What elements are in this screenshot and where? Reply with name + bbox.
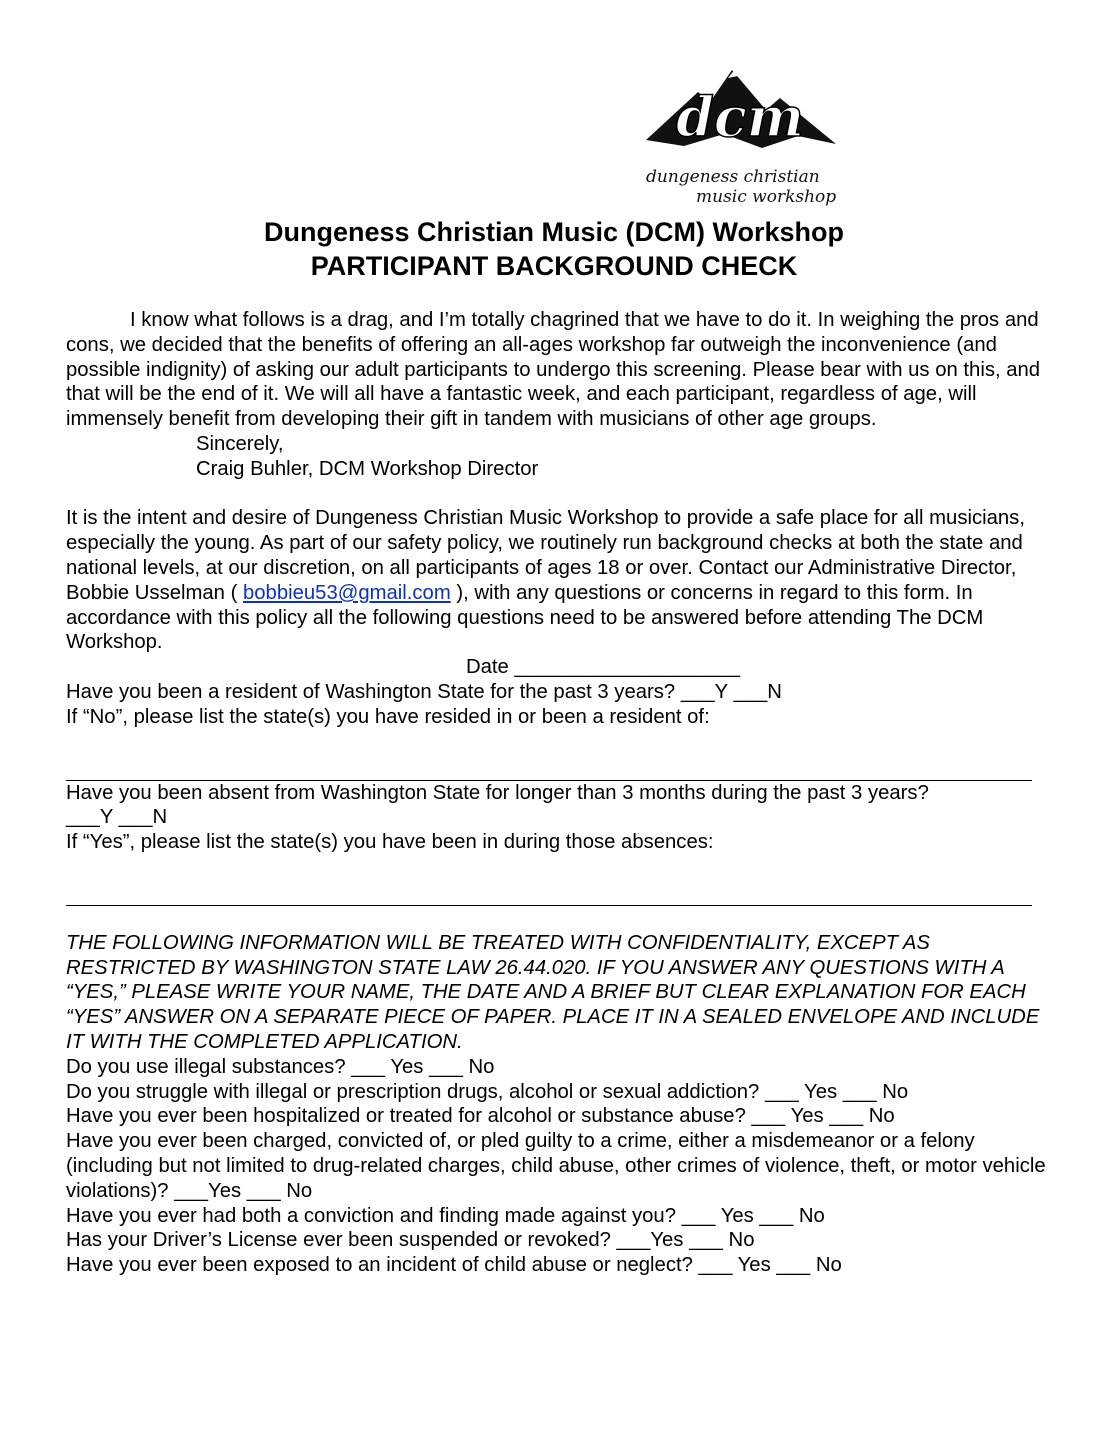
dcm-logo <box>640 64 840 212</box>
question-item[interactable]: Have you ever had both a conviction and finding made against you? ___ Yes ___ No <box>66 1204 825 1227</box>
intro-paragraph: I know what follows is a drag, and I’m totally chagrined that we have to do it. In weighing the pros and cons, we decided that the benefits of offering an all-ages workshop far outweigh the inconvenience (and possible indignity) of asking our adult participants to undergo this screening. Please bear with us on this, and that will be the end of it. We will all have a fantastic week, and each participant, regardless of age, will immensely benefit from developing their gift in tandem with musicians of other age groups. <box>66 309 1041 431</box>
page-subtitle: PARTICIPANT BACKGROUND CHECK <box>310 251 798 281</box>
absence-question[interactable]: Have you been absent from Washington State for longer than 3 months during the past 3 years? <box>66 781 929 804</box>
signature: Craig Buhler, DCM Workshop Director <box>196 457 539 480</box>
logo-name-line2: music workshop <box>696 187 837 207</box>
closing: Sincerely, <box>196 432 284 455</box>
question-item[interactable]: Has your Driver’s License ever been suspended or revoked? ___Yes ___ No <box>66 1229 755 1252</box>
logo-name-line1: dungeness christian <box>646 167 820 187</box>
policy-text-after: ), with any questions or concerns in regard to this form. In accordance with this policy all the following questions need to be answered before attending The DCM Workshop. <box>66 581 984 654</box>
email-link[interactable]: bobbieu53@gmail.com <box>242 581 451 604</box>
spacer <box>66 855 1056 881</box>
residency-followup: If “No”, please list the state(s) you have resided in or been a resident of: <box>66 705 710 728</box>
absence-answer-line[interactable] <box>66 881 1032 906</box>
logo-mark: dcm <box>676 85 804 149</box>
residency-question[interactable]: Have you been a resident of Washington State for the past 3 years? ___Y ___N <box>66 680 782 703</box>
question-item[interactable]: Have you ever been exposed to an incident of child abuse or neglect? ___ Yes ___ No <box>66 1254 842 1277</box>
question-item[interactable]: Have you ever been charged, convicted of, or pled guilty to a crime, either a misdemeanor or a felony (including but not limited to drug-related charges, child abuse, other crimes of violence, theft, or motor vehicle violations)? ___Yes ___ No <box>66 1130 1046 1202</box>
question-item[interactable]: Have you ever been hospitalized or treated for alcohol or substance abuse? ___ Yes ___ No <box>66 1105 895 1128</box>
form-body <box>66 308 1056 1278</box>
spacer <box>66 906 1056 931</box>
residency-answer-line[interactable] <box>66 756 1032 781</box>
page-title: Dungeness Christian Music (DCM) Workshop <box>263 217 845 247</box>
spacer <box>66 482 1056 507</box>
spacer <box>66 730 1056 756</box>
question-item[interactable]: Do you use illegal substances? ___ Yes ___ No <box>66 1055 495 1078</box>
mountain-logo-icon <box>640 64 840 212</box>
policy-text-before: It is the intent and desire of Dungeness Christian Music Workshop to provide a safe place for all musicians, especially the young. As part of our safety policy, we routinely run background checks at both the state and national levels, at our discretion, on all participants of ages 18 or over. Contact our Administrative Director, Bobbie Usselman ( <box>66 507 1025 604</box>
question-item[interactable]: Do you struggle with illegal or prescription drugs, alcohol or sexual addiction? ___ Yes ___ No <box>66 1080 909 1103</box>
absence-answer[interactable]: ___Y ___N <box>66 806 168 829</box>
absence-followup: If “Yes”, please list the state(s) you have been in during those absences: <box>66 831 714 854</box>
policy-paragraph <box>66 506 1056 655</box>
confidentiality-notice: THE FOLLOWING INFORMATION WILL BE TREATED WITH CONFIDENTIALITY, EXCEPT AS RESTRICTED BY WASHINGTON STATE LAW 26.44.020. IF YOU ANSWER ANY QUESTIONS WITH A “YES,” PLEASE WRITE YOUR NAME, THE DATE AND A BRIEF BUT CLEAR EXPLANATION FOR EACH “YES” ANSWER ON A SEPARATE PIECE OF PAPER. PLACE IT IN A SEALED ENVELOPE AND INCLUDE IT WITH THE COMPLETED APPLICATION. <box>66 931 1040 1053</box>
date-field[interactable]: Date ____________________ <box>466 656 741 679</box>
